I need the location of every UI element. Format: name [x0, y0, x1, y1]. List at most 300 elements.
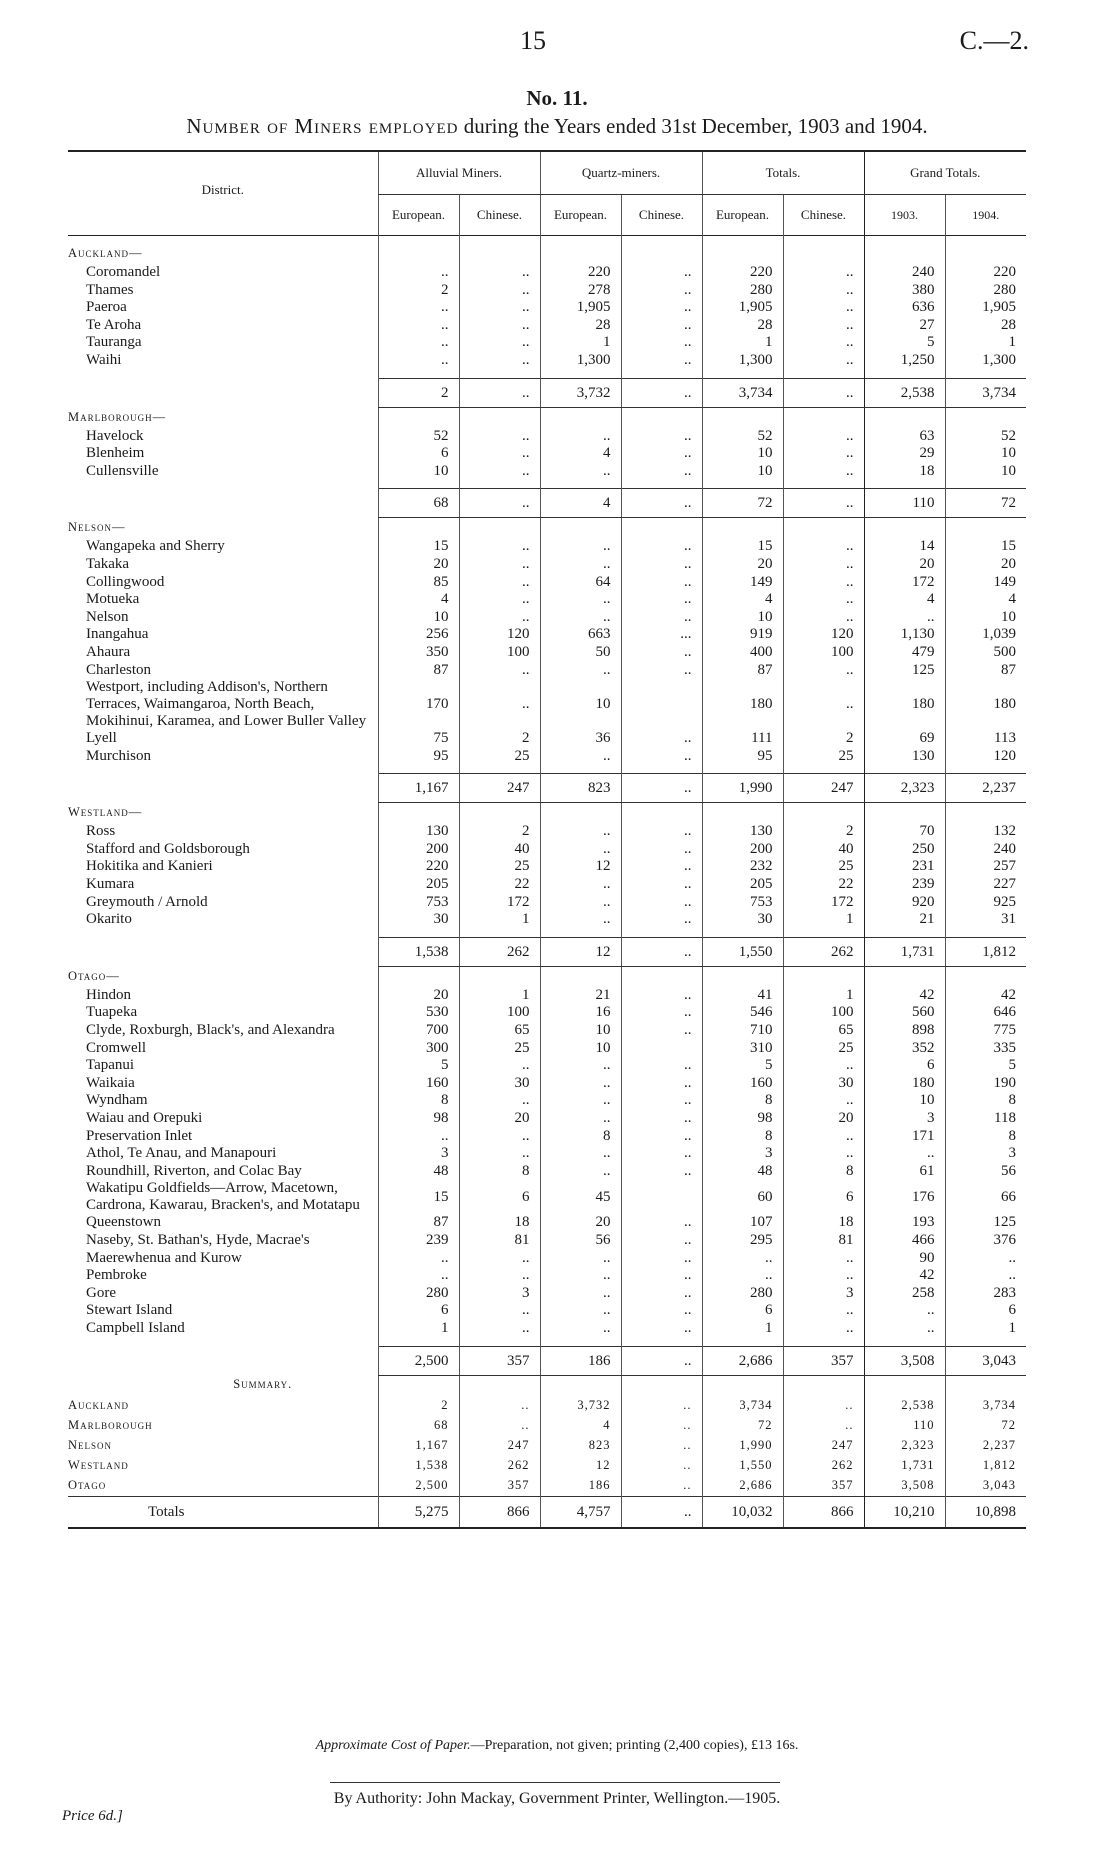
cell-value: 1,039 — [945, 626, 1026, 644]
table-row — [68, 1004, 1026, 1022]
alluvial-chinese-header: Chinese. — [459, 195, 540, 236]
table-row — [68, 264, 1026, 282]
cell-value: 1 — [945, 334, 1026, 352]
cell-value: 1 — [378, 1320, 459, 1338]
cell-value: 239 — [378, 1232, 459, 1250]
empty-cell — [459, 803, 540, 824]
cell-value: 25 — [783, 1040, 864, 1058]
header-gap — [68, 236, 1026, 245]
empty-cell — [702, 1375, 783, 1396]
empty-cell — [945, 966, 1026, 987]
cell-value: .. — [783, 556, 864, 574]
cell-value: .. — [378, 264, 459, 282]
cell-value: 160 — [378, 1075, 459, 1093]
cell-value: 120 — [459, 626, 540, 644]
cell-value: .. — [621, 445, 702, 463]
cell-value: 1,300 — [540, 352, 621, 370]
cell-value: .. — [459, 662, 540, 680]
cell-value: .. — [783, 1145, 864, 1163]
district-name: Greymouth / Arnold — [86, 893, 208, 910]
cell-value: 87 — [702, 662, 783, 680]
cell-value: 2 — [378, 378, 459, 407]
spacer-cell — [783, 929, 864, 938]
cell-value: .. — [459, 679, 540, 730]
cell-value: 85 — [378, 574, 459, 592]
cell-value: 2,237 — [945, 774, 1026, 803]
cell-value: 2,237 — [945, 1436, 1026, 1456]
district-name: Ross — [86, 823, 116, 840]
cell-value: 8 — [540, 1128, 621, 1146]
cell-value: 1,550 — [702, 1456, 783, 1476]
cell-value: 1,550 — [702, 937, 783, 966]
cell-value: .. — [621, 774, 702, 803]
cell-value: 278 — [540, 282, 621, 300]
table-row — [68, 317, 1026, 335]
spacer-cell — [621, 1338, 702, 1347]
cell-value: 2 — [459, 730, 540, 748]
cell-value: .. — [621, 1285, 702, 1303]
cell-value: 3 — [702, 1145, 783, 1163]
cell-value: .. — [459, 1092, 540, 1110]
empty-cell — [540, 407, 621, 428]
cell-value: 56 — [540, 1232, 621, 1250]
cell-value: 20 — [459, 1110, 540, 1128]
spacer-cell — [864, 236, 945, 245]
cell-value: 4,757 — [540, 1496, 621, 1528]
cell-value: 87 — [378, 1214, 459, 1232]
district-name: Preservation Inlet — [86, 1127, 193, 1144]
miners-table-wrapper — [68, 150, 1026, 1529]
spacer-cell — [864, 370, 945, 379]
region-heading-row — [68, 803, 1026, 824]
cell-value: 560 — [864, 1004, 945, 1022]
cost-text: —Preparation, not given; printing (2,400 copies), £13 16s. — [470, 1738, 799, 1753]
cell-value: 20 — [945, 556, 1026, 574]
cell-value: 1,538 — [378, 937, 459, 966]
cell-value: .. — [378, 1250, 459, 1268]
cell-value: .. — [783, 489, 864, 518]
spacer-cell — [702, 480, 783, 489]
region-name: Auckland— — [68, 246, 143, 261]
table-row — [68, 334, 1026, 352]
spacer-cell — [540, 370, 621, 379]
cell-value: 12 — [540, 1456, 621, 1476]
cell-value: .. — [459, 1267, 540, 1285]
district-name: Waiau and Orepuki — [86, 1110, 203, 1126]
cell-value: 100 — [783, 1004, 864, 1022]
cell-value: 1,905 — [945, 299, 1026, 317]
cell-value: 1 — [783, 987, 864, 1005]
empty-cell — [702, 407, 783, 428]
district-name: Wangapeka and Sherry — [86, 538, 225, 555]
cell-value: 6 — [378, 445, 459, 463]
cell-value: 919 — [702, 626, 783, 644]
table-row — [68, 1180, 1026, 1214]
district-name: Inangahua — [86, 626, 149, 643]
cell-value: .. — [621, 282, 702, 300]
cell-value: 4 — [540, 1416, 621, 1436]
region-name: Marlborough— — [68, 409, 167, 424]
cell-value: .. — [621, 1496, 702, 1528]
cell-value: .. — [621, 538, 702, 556]
cell-value: 70 — [864, 823, 945, 841]
cell-value: 172 — [783, 894, 864, 912]
cell-value: 6 — [945, 1302, 1026, 1320]
empty-cell — [783, 803, 864, 824]
cell-value: .. — [621, 730, 702, 748]
cell-value: 6 — [459, 1180, 540, 1214]
cell-value: 1 — [540, 334, 621, 352]
cell-value: 87 — [945, 662, 1026, 680]
cell-value: .. — [540, 894, 621, 912]
spacer-cell — [702, 1338, 783, 1347]
cell-value: 380 — [864, 282, 945, 300]
cell-value: 262 — [783, 937, 864, 966]
empty-cell — [702, 803, 783, 824]
cell-value: .. — [621, 317, 702, 335]
cell-value: 15 — [702, 538, 783, 556]
table-row — [68, 987, 1026, 1005]
region-heading-row — [68, 518, 1026, 539]
cell-value: 1,990 — [702, 774, 783, 803]
district-name: Charleston — [86, 661, 151, 678]
cell-value: .. — [945, 1267, 1026, 1285]
district-name: Naseby, St. Bathan's, Hyde, Macrae's — [86, 1231, 310, 1248]
table-row — [68, 428, 1026, 446]
cell-value: .. — [621, 876, 702, 894]
cell-value: 1,905 — [540, 299, 621, 317]
cell-value: 95 — [378, 748, 459, 766]
cell-value: 120 — [783, 626, 864, 644]
cell-value: 3,508 — [864, 1346, 945, 1375]
cell-value: 90 — [864, 1250, 945, 1268]
cell-value: 231 — [864, 858, 945, 876]
subtotal-row — [68, 378, 1026, 407]
table-row — [68, 1075, 1026, 1093]
table-row — [68, 823, 1026, 841]
spacer-cell — [459, 765, 540, 774]
summary-region: Otago — [68, 1477, 107, 1492]
cell-value: 69 — [864, 730, 945, 748]
cost-label: Approximate Cost of Paper. — [315, 1738, 471, 1753]
cell-value: .. — [783, 1416, 864, 1436]
empty-cell — [621, 1375, 702, 1396]
cell-value: 81 — [459, 1232, 540, 1250]
cell-value: 8 — [702, 1128, 783, 1146]
district-header: District. — [201, 181, 244, 197]
cell-value: 3,734 — [945, 378, 1026, 407]
cell-value: 1,167 — [378, 774, 459, 803]
spacer-cell — [378, 480, 459, 489]
cell-value: 52 — [702, 428, 783, 446]
cell-value: 10 — [945, 445, 1026, 463]
district-name: Coromandel — [86, 264, 161, 280]
cell-value: 400 — [702, 644, 783, 662]
cell-value: 87 — [378, 662, 459, 680]
cell-value: 205 — [702, 876, 783, 894]
empty-cell — [783, 244, 864, 264]
cell-value: 68 — [378, 1416, 459, 1436]
cell-value: 21 — [540, 987, 621, 1005]
spacer-cell — [459, 236, 540, 245]
subtotal-gap — [68, 929, 1026, 938]
cell-value: 1,130 — [864, 626, 945, 644]
table-row — [68, 894, 1026, 912]
district-name: Clyde, Roxburgh, Black's, and Alexandra — [86, 1022, 335, 1039]
cell-value: 257 — [945, 858, 1026, 876]
cell-value: 357 — [459, 1346, 540, 1375]
region-heading-row — [68, 407, 1026, 428]
cell-value: .. — [783, 609, 864, 627]
table-row — [68, 282, 1026, 300]
spacer-cell — [702, 370, 783, 379]
totals-header: Totals. — [702, 151, 864, 195]
region-name: Westland— — [68, 805, 143, 820]
cell-value: .. — [621, 894, 702, 912]
cell-value: 753 — [702, 894, 783, 912]
cell-value: .. — [621, 1320, 702, 1338]
cell-value: 280 — [378, 1285, 459, 1303]
cell-value: .. — [540, 841, 621, 859]
spacer-cell — [540, 480, 621, 489]
table-row — [68, 299, 1026, 317]
cell-value: 20 — [864, 556, 945, 574]
cell-value: 100 — [459, 1004, 540, 1022]
empty-cell — [459, 966, 540, 987]
cell-value: 20 — [783, 1110, 864, 1128]
cell-value: 262 — [459, 1456, 540, 1476]
cell-value: ... — [621, 626, 702, 644]
cell-value: .. — [540, 823, 621, 841]
cell-value: .. — [621, 1302, 702, 1320]
district-name: Takaka — [86, 555, 130, 572]
cell-value: 193 — [864, 1214, 945, 1232]
cell-value: 247 — [783, 774, 864, 803]
cell-value: 220 — [702, 264, 783, 282]
cell-value: 48 — [378, 1163, 459, 1181]
empty-cell — [378, 407, 459, 428]
cell-value: .. — [540, 1145, 621, 1163]
subtotal-row — [68, 774, 1026, 803]
cell-value: 12 — [540, 858, 621, 876]
empty-cell — [945, 1375, 1026, 1396]
cell-value: 10 — [702, 445, 783, 463]
totals-label: Totals — [68, 1496, 378, 1528]
cell-value: 2 — [459, 823, 540, 841]
empty-cell — [621, 803, 702, 824]
cell-value: .. — [459, 299, 540, 317]
cell-value: 130 — [864, 748, 945, 766]
cell-value: 18 — [864, 463, 945, 481]
summary-row — [68, 1456, 1026, 1476]
cell-value: 3 — [945, 1145, 1026, 1163]
cell-value: .. — [378, 1128, 459, 1146]
spacer-cell — [945, 370, 1026, 379]
cell-value: .. — [459, 591, 540, 609]
cell-value: 15 — [378, 538, 459, 556]
title-rest: during the Years ended 31st December, 1903 and 1904. — [458, 114, 928, 138]
cell-value: .. — [621, 1476, 702, 1497]
cell-value: .. — [540, 1092, 621, 1110]
cell-value: .. — [621, 748, 702, 766]
table-row — [68, 538, 1026, 556]
cell-value: 20 — [702, 556, 783, 574]
empty-cell — [945, 803, 1026, 824]
cell-value: .. — [621, 1214, 702, 1232]
cell-value: .. — [621, 609, 702, 627]
cell-value: 25 — [459, 748, 540, 766]
table-row — [68, 679, 1026, 730]
page-header — [0, 26, 1114, 66]
cell-value: 262 — [783, 1456, 864, 1476]
district-name: Hokitika and Kanieri — [86, 858, 213, 875]
cell-value: 2 — [783, 823, 864, 841]
cell-value: .. — [621, 591, 702, 609]
empty-cell — [864, 518, 945, 539]
cell-value: .. — [783, 1396, 864, 1416]
cell-value: .. — [783, 317, 864, 335]
district-name: Murchison — [86, 747, 151, 764]
cell-value: .. — [540, 1320, 621, 1338]
empty-cell — [864, 803, 945, 824]
spacer-cell — [783, 480, 864, 489]
cell-value: .. — [540, 591, 621, 609]
cell-value: .. — [621, 1163, 702, 1181]
cell-value: .. — [783, 1092, 864, 1110]
cell-value: 170 — [378, 679, 459, 730]
totals-european-header: European. — [702, 195, 783, 236]
table-row — [68, 463, 1026, 481]
table-row — [68, 911, 1026, 929]
cell-value: 1,167 — [378, 1436, 459, 1456]
cell-value — [621, 1180, 702, 1214]
cell-value: 247 — [459, 774, 540, 803]
cell-value: 5,275 — [378, 1496, 459, 1528]
table-row — [68, 644, 1026, 662]
cell-value: 118 — [945, 1110, 1026, 1128]
table-row — [68, 1057, 1026, 1075]
cell-value: 15 — [945, 538, 1026, 556]
cell-value: 283 — [945, 1285, 1026, 1303]
district-name: Okarito — [86, 911, 132, 928]
cell-value: 10 — [540, 1022, 621, 1040]
table-row — [68, 1110, 1026, 1128]
cell-value: 205 — [378, 876, 459, 894]
cell-value: .. — [459, 1396, 540, 1416]
cell-value: 160 — [702, 1075, 783, 1093]
table-row — [68, 445, 1026, 463]
cell-value: 22 — [783, 876, 864, 894]
cell-value: 10 — [945, 463, 1026, 481]
cell-value: 25 — [783, 858, 864, 876]
cell-value: 50 — [540, 644, 621, 662]
cell-value: .. — [783, 1302, 864, 1320]
cell-value: 1,250 — [864, 352, 945, 370]
cell-value: 30 — [702, 911, 783, 929]
cell-value: .. — [945, 1250, 1026, 1268]
cell-value: 130 — [702, 823, 783, 841]
cell-value: 500 — [945, 644, 1026, 662]
cell-value: 20 — [378, 556, 459, 574]
cell-value: 2,686 — [702, 1476, 783, 1497]
cell-value: 646 — [945, 1004, 1026, 1022]
cell-value: 10 — [702, 463, 783, 481]
cell-value: .. — [540, 1075, 621, 1093]
cell-value: 357 — [783, 1346, 864, 1375]
cell-value: 10,898 — [945, 1496, 1026, 1528]
subtotal-row — [68, 1346, 1026, 1375]
subtotal-label — [68, 489, 378, 518]
cell-value: 10 — [945, 609, 1026, 627]
cell-value: 1 — [702, 1320, 783, 1338]
cell-value: 200 — [702, 841, 783, 859]
cell-value: 186 — [540, 1476, 621, 1497]
spacer-cell — [459, 929, 540, 938]
table-row — [68, 1092, 1026, 1110]
cell-value: .. — [783, 662, 864, 680]
district-name: Kumara — [86, 876, 135, 893]
cell-value: 42 — [864, 1267, 945, 1285]
cell-value: 280 — [702, 1285, 783, 1303]
cell-value: .. — [378, 299, 459, 317]
table-row — [68, 1250, 1026, 1268]
cell-value: 240 — [945, 841, 1026, 859]
spacer-cell — [783, 236, 864, 245]
cell-value: 125 — [864, 662, 945, 680]
cell-value: 4 — [540, 445, 621, 463]
cell-value: 6 — [378, 1302, 459, 1320]
cell-value: 180 — [702, 679, 783, 730]
cell-value: .. — [540, 428, 621, 446]
cell-value: 172 — [864, 574, 945, 592]
summary-heading-row — [68, 1375, 1026, 1396]
cell-value: 16 — [540, 1004, 621, 1022]
cell-value: 4 — [378, 591, 459, 609]
cell-value: 239 — [864, 876, 945, 894]
empty-cell — [621, 518, 702, 539]
table-header — [68, 151, 1026, 236]
cell-value: .. — [540, 1267, 621, 1285]
cell-value: 8 — [702, 1092, 783, 1110]
district-name: Collingwood — [86, 573, 165, 590]
cell-value: 25 — [459, 858, 540, 876]
district-name: Tuapeka — [86, 1004, 138, 1021]
cell-value: 1 — [945, 1320, 1026, 1338]
empty-cell — [945, 407, 1026, 428]
cell-value: .. — [459, 1145, 540, 1163]
cell-value: 1 — [702, 334, 783, 352]
empty-cell — [540, 244, 621, 264]
summary-row — [68, 1416, 1026, 1436]
cell-value: 45 — [540, 1180, 621, 1214]
cell-value: .. — [540, 609, 621, 627]
cell-value: 8 — [945, 1128, 1026, 1146]
cell-value: .. — [459, 538, 540, 556]
cell-value: 81 — [783, 1232, 864, 1250]
empty-cell — [783, 966, 864, 987]
cell-value: 95 — [702, 748, 783, 766]
cell-value: 190 — [945, 1075, 1026, 1093]
spacer-cell — [68, 480, 378, 489]
cell-value: .. — [621, 644, 702, 662]
cell-value: 2,686 — [702, 1346, 783, 1375]
cell-value: 3,734 — [702, 1396, 783, 1416]
cell-value: 65 — [783, 1022, 864, 1040]
spacer-cell — [864, 765, 945, 774]
cell-value: 925 — [945, 894, 1026, 912]
spacer-cell — [621, 765, 702, 774]
cell-value: 2,323 — [864, 774, 945, 803]
